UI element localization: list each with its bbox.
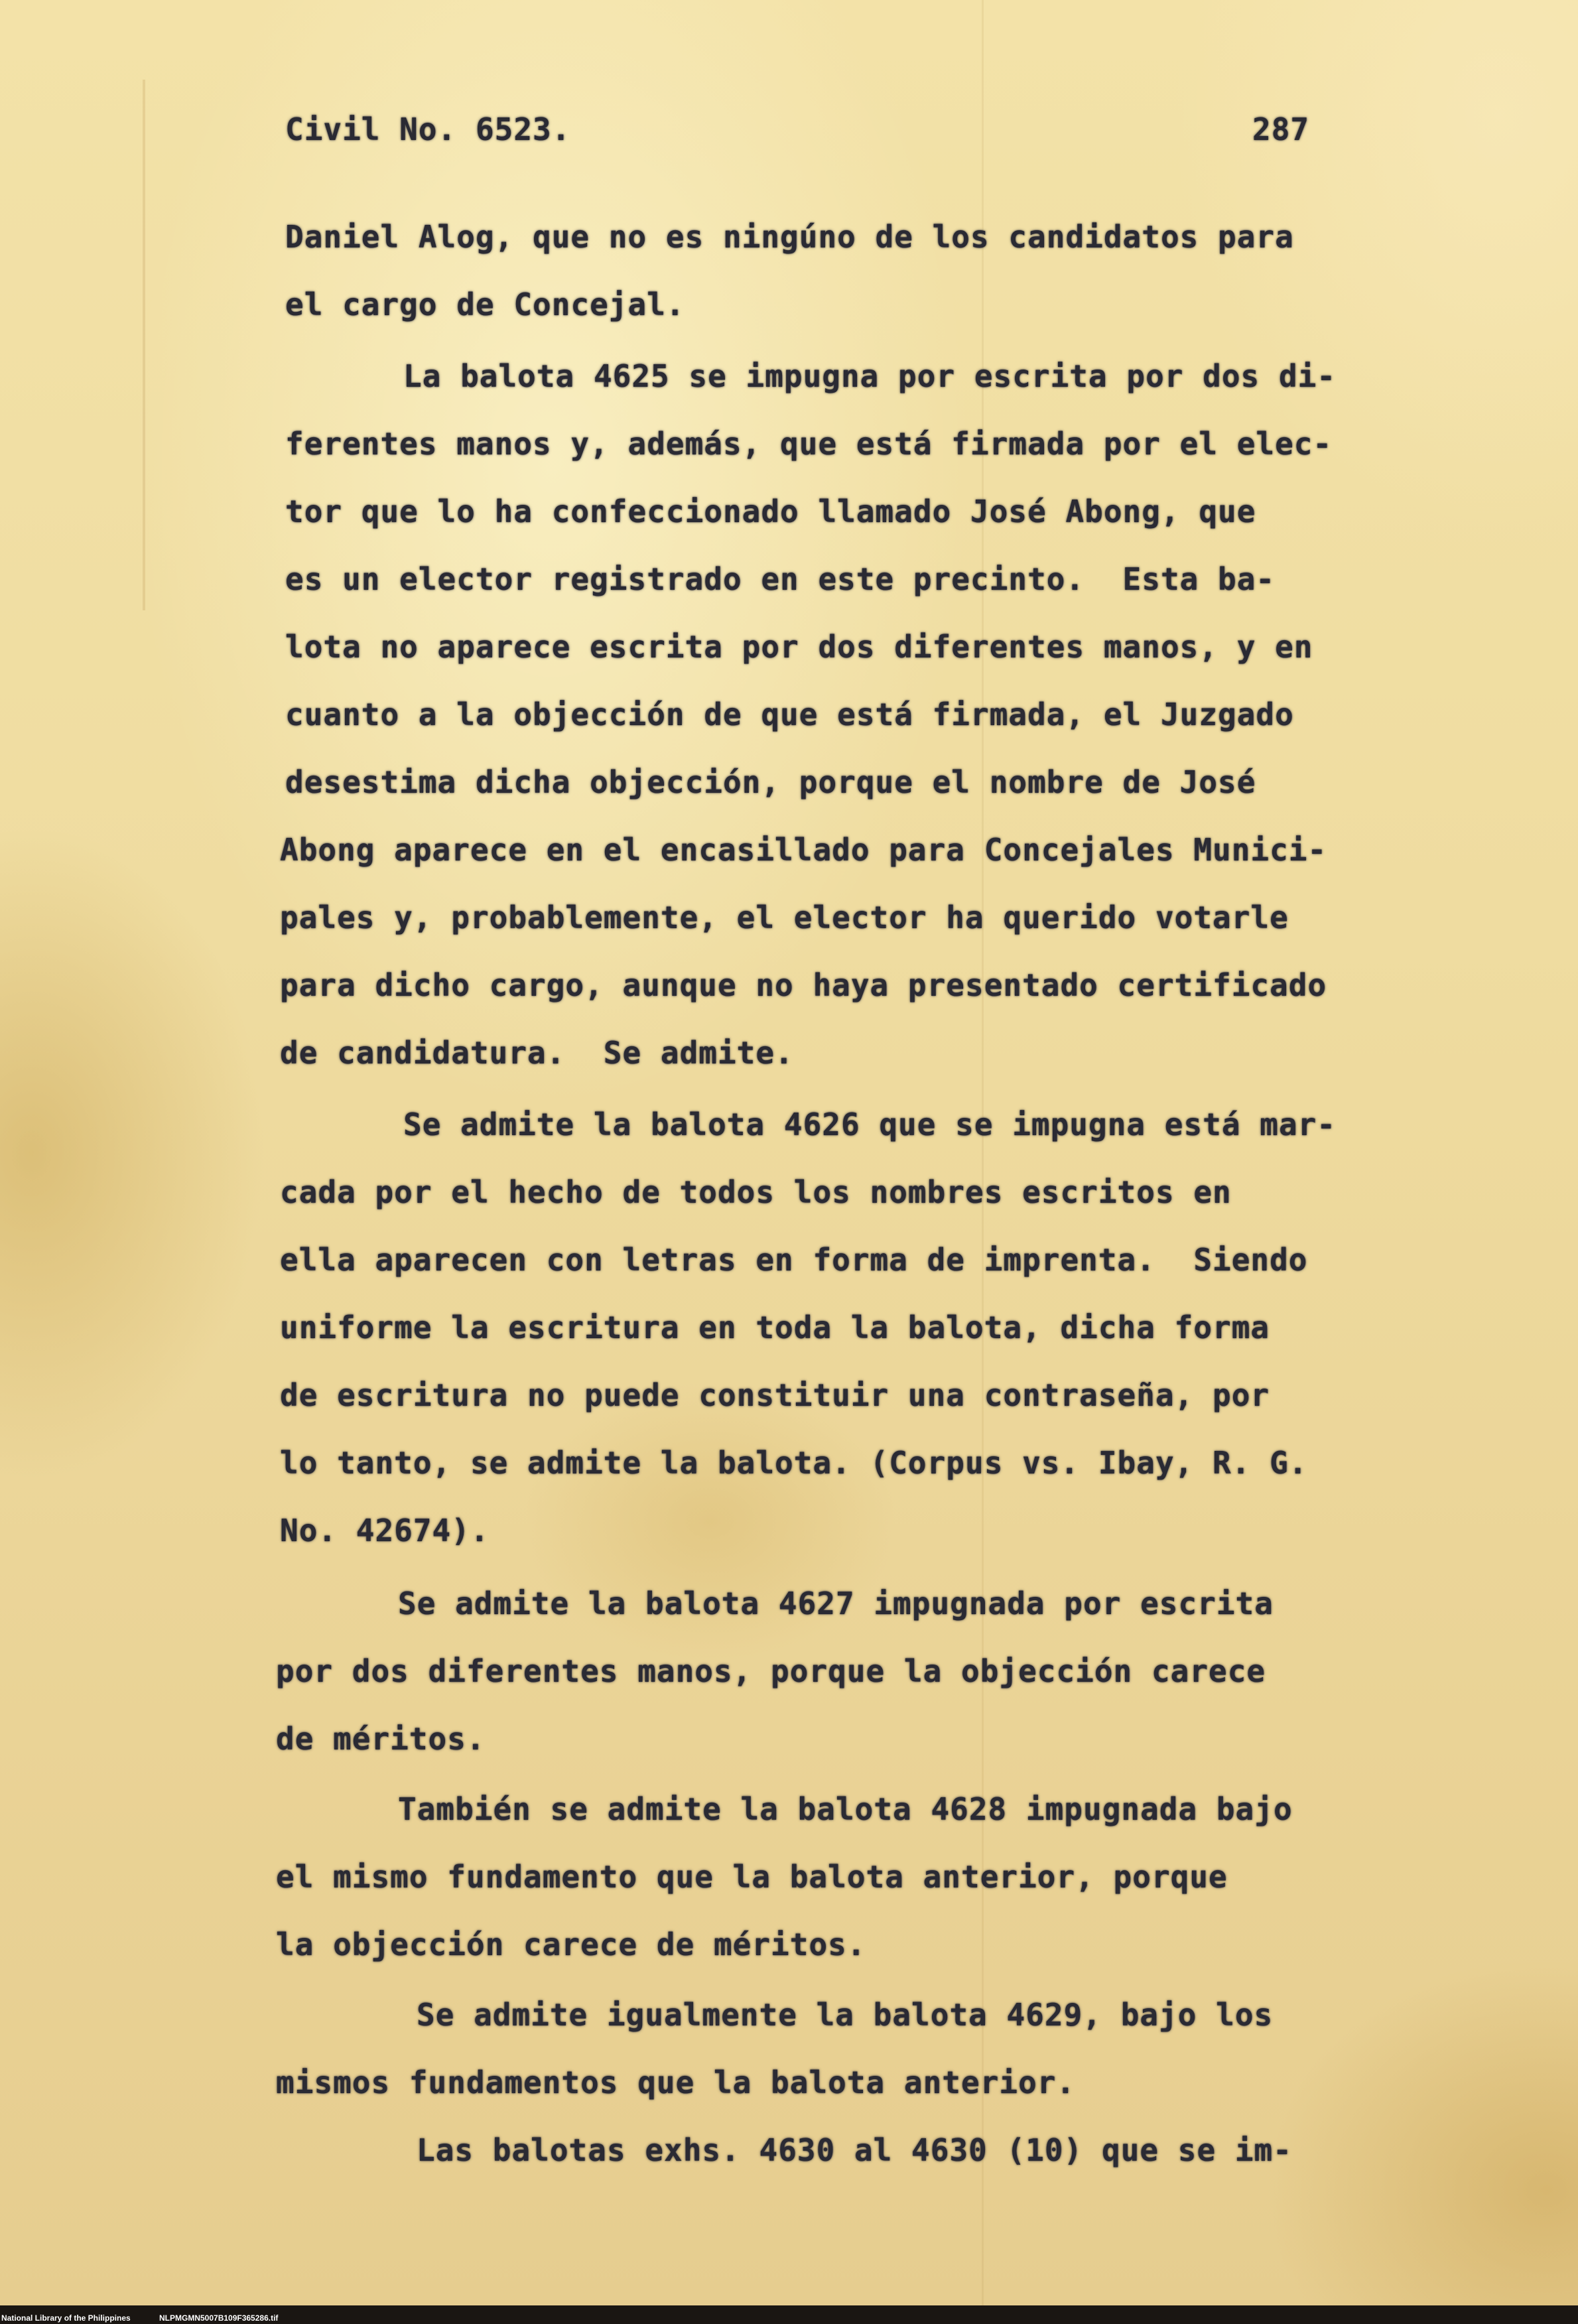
text-line: También se admite la balota 4628 impugnada bajo: [398, 1791, 1293, 1827]
text-line: Se admite la balota 4627 impugnada por escrita: [398, 1586, 1274, 1621]
text-line: la objección carece de méritos.: [276, 1927, 866, 1962]
text-line: el cargo de Concejal.: [285, 287, 685, 322]
text-line: para dicho cargo, aunque no haya presentado certificado: [280, 967, 1327, 1003]
text-line: cuanto a la objección de que está firmada, el Juzgado: [285, 697, 1294, 732]
page-number: 287: [1252, 111, 1310, 147]
text-line: Se admite igualmente la balota 4629, bajo los: [417, 1997, 1274, 2033]
text-line: tor que lo ha confeccionado llamado José Abong, que: [285, 494, 1256, 529]
case-number: Civil No. 6523.: [285, 111, 571, 147]
library-label: National Library of the Philippines: [1, 2313, 131, 2323]
text-line: lota no aparece escrita por dos diferentes manos, y en: [285, 629, 1313, 665]
text-line: ella aparecen con letras en forma de imprenta. Siendo: [280, 1242, 1308, 1278]
file-id-label: NLPMGMN5007B109F365286.tif: [159, 2313, 279, 2323]
text-line: Abong aparece en el encasillado para Concejales Munici-: [280, 832, 1327, 868]
text-line: el mismo fundamento que la balota anterior, porque: [276, 1859, 1228, 1895]
text-line: pales y, probablemente, el elector ha querido votarle: [280, 900, 1289, 935]
text-line: desestima dicha objección, porque el nombre de José: [285, 764, 1256, 800]
text-line: es un elector registrado en este precinto. Esta ba-: [285, 561, 1276, 597]
text-line: uniforme la escritura en toda la balota, dicha forma: [280, 1310, 1270, 1345]
text-line: de escritura no puede constituir una contraseña, por: [280, 1377, 1270, 1413]
text-line: mismos fundamentos que la balota anterior.: [276, 2065, 1076, 2100]
text-line: No. 42674).: [280, 1513, 490, 1548]
text-line: por dos diferentes manos, porque la objección carece: [276, 1653, 1266, 1689]
text-line: cada por el hecho de todos los nombres escritos en: [280, 1174, 1232, 1210]
text-line: La balota 4625 se impugna por escrita por dos di-: [403, 358, 1337, 394]
text-line: de méritos.: [276, 1721, 486, 1757]
text-line: Las balotas exhs. 4630 al 4630 (10) que se im-: [417, 2132, 1292, 2168]
text-line: ferentes manos y, además, que está firmada por el elec-: [285, 426, 1333, 462]
text-line: de candidatura. Se admite.: [280, 1035, 794, 1071]
scan-footer: [0, 2305, 1578, 2324]
text-line: lo tanto, se admite la balota. (Corpus vs. Ibay, R. G.: [280, 1445, 1308, 1481]
text-line: Daniel Alog, que no es ningúno de los candidatos para: [285, 219, 1294, 255]
text-line: Se admite la balota 4626 que se impugna está mar-: [403, 1107, 1337, 1142]
